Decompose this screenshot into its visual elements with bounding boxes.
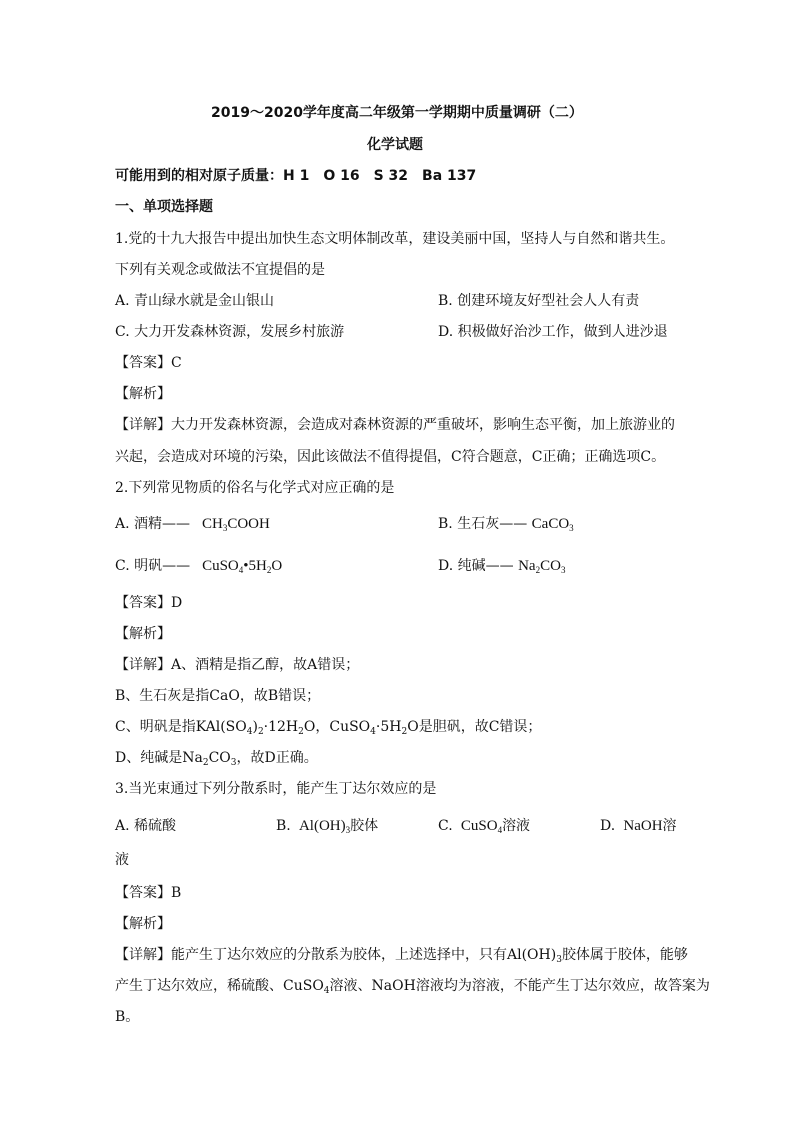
q3-detail-line1: 【详解】能产生丁达尔效应的分散系为胶体，上述选择中，只有$Al(OH)_3$胶体属于胶体，能够 [115, 947, 688, 965]
q3-option-d-formula: NaOH [619, 818, 663, 834]
q3-option-a: A. 稀硫酸 [115, 818, 177, 834]
q2-option-a-formula: $CH_3COOH$ [194, 516, 270, 533]
q2-detail-b: B、生石灰是指CaO，故B错误； [115, 688, 321, 704]
q2-option-d-label: D. 纯碱—— [438, 558, 514, 574]
q1-option-c: C. 大力开发森林资源，发展乡村旅游 [115, 324, 345, 340]
q3-option-c-formula: CuSO$_4$ [457, 818, 503, 835]
subject-title: 化学试题 [367, 137, 423, 153]
q1-stem-line2: 下列有关观念或做法不宜提倡的是 [115, 262, 325, 278]
q1-stem-line1: 1.党的十九大报告中提出加快生态文明体制改革，建设美丽中国，坚持人与自然和谐共生。 [115, 231, 675, 247]
q3-detail-line2: 产生丁达尔效应，稀硫酸、CuSO$_4$溶液、NaOH溶液均为溶液，不能产生丁达尔效应，故答案为 [115, 978, 710, 996]
q3-detail-line3: B。 [115, 1009, 140, 1025]
q2-detail-d: D、纯碱是$Na_2CO_3$，故D正确。 [115, 750, 318, 768]
q2-option-d [438, 557, 565, 575]
q1-detail-line2: 兴起，会造成对环境的污染，因此该做法不值得提倡，C符合题意，C正确；正确选项C。 [115, 449, 666, 465]
q3-option-d: D. NaOH溶 [600, 818, 677, 834]
q2-option-a [115, 515, 270, 533]
q2-option-b [438, 515, 574, 533]
q2-option-a-label: A. 酒精—— [115, 516, 191, 532]
q3-option-b: B. $Al(OH)_3$胶体 [276, 818, 379, 835]
exam-title: 2019～2020学年度高二年级第一学期期中质量调研（二） [211, 105, 583, 121]
q2-stem: 2.下列常见物质的俗名与化学式对应正确的是 [115, 480, 395, 496]
q3-option-c: C. CuSO$_4$溶液 [438, 818, 531, 835]
q3-option-b-formula: $Al(OH)_3$ [295, 818, 351, 835]
q3-stem: 3.当光束通过下列分散系时，能产生丁达尔效应的是 [115, 781, 437, 797]
q2-detail-c: C、明矾是指$KAl(SO_4)_2\cdot 12H_2O$，$CuSO_4\cdot 5H_2O$是胆矾，故C错误； [115, 719, 542, 737]
q2-analysis-label: 【解析】 [115, 626, 171, 642]
q2-option-c [115, 557, 282, 575]
q2-option-c-label: C. 明矾—— [115, 558, 191, 574]
q2-option-d-formula: $Na_2CO_3$ [518, 558, 566, 575]
q3-answer: 【答案】B [115, 885, 182, 901]
q3-option-d-wrap: 液 [115, 852, 129, 868]
q2-option-b-formula: CaCO$_3$ [531, 516, 574, 533]
q3-analysis-label: 【解析】 [115, 916, 171, 932]
q1-answer: 【答案】C [115, 355, 182, 371]
section-heading: 一、单项选择题 [115, 199, 213, 215]
q2-detail-a: 【详解】A、酒精是指乙醇，故A错误； [115, 657, 360, 673]
q2-option-c-formula: $CuSO_4•5H_2O$ [194, 558, 283, 575]
q1-detail-line1: 【详解】大力开发森林资源，会造成对森林资源的严重破坏，影响生态平衡，加上旅游业的 [115, 417, 675, 433]
q2-option-b-label: B. 生石灰—— [438, 516, 528, 532]
atomic-mass-line: 可能用到的相对原子质量：H 1 O 16 S 32 Ba 137 [115, 168, 477, 184]
q1-option-a: A. 青山绿水就是金山银山 [115, 293, 275, 309]
q1-analysis-label: 【解析】 [115, 386, 171, 402]
q1-option-b: B. 创建环境友好型社会人人有责 [438, 293, 640, 309]
q2-answer: 【答案】D [115, 595, 183, 611]
q1-option-d: D. 积极做好治沙工作，做到人进沙退 [438, 324, 668, 340]
